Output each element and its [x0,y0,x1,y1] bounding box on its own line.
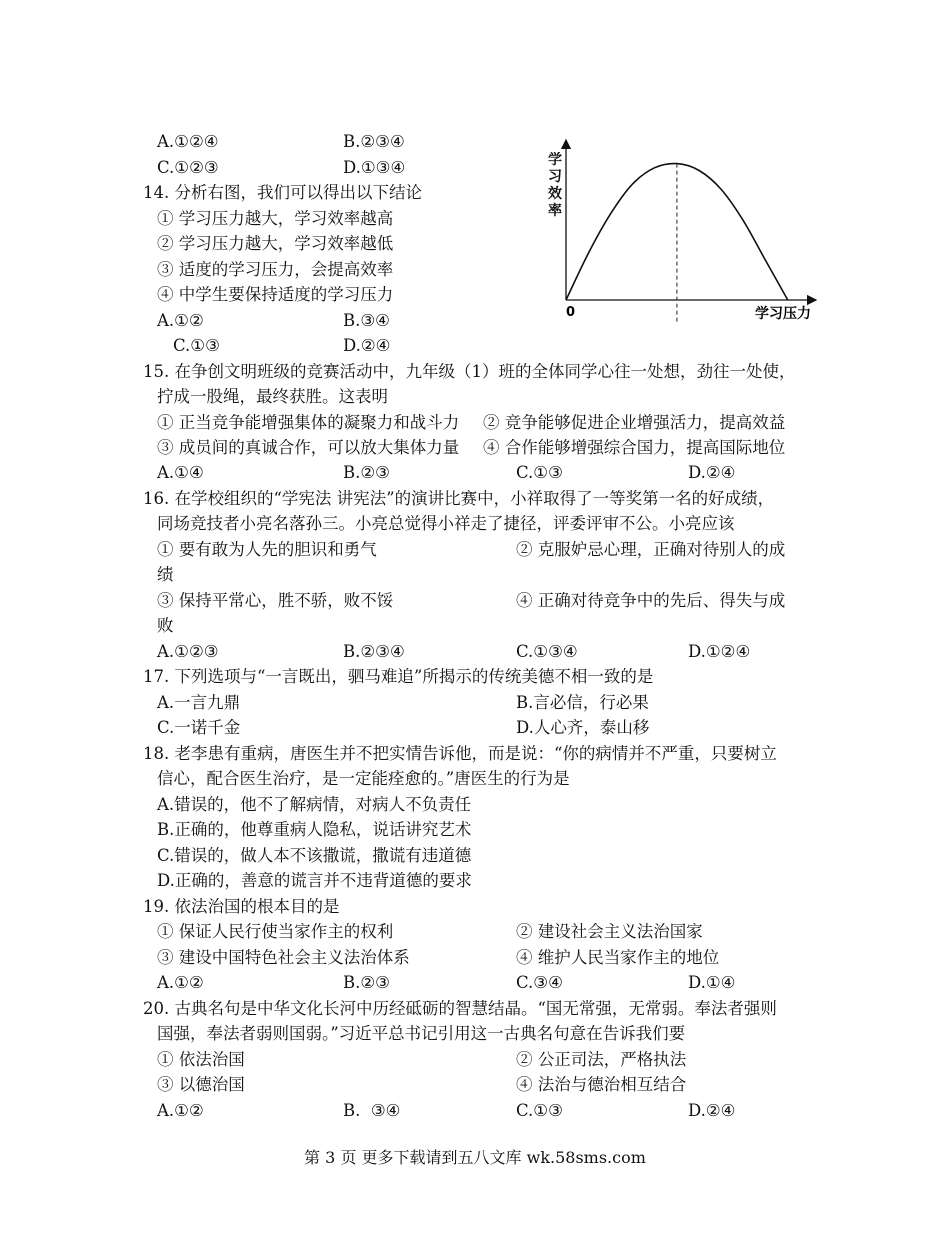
q16-item-2-wrap: 绩 [157,565,174,584]
q18-option-b: B.正确的，他尊重病人隐私，说话讲究艺术 [157,820,472,839]
q19-item-4: ④ 维护人民当家作主的地位 [516,948,720,967]
q14-item-2: ② 学习压力越大，学习效率越低 [157,234,394,253]
q19-item-2: ② 建设社会主义法治国家 [516,922,703,941]
q18-stem-line-2: 信心，配合医生治疗，是一定能痊愈的。”唐医生的行为是 [157,769,570,788]
q19-stem: 19. 依法治国的根本目的是 [143,897,340,916]
q19-option-d: D.①④ [688,973,736,992]
q20-option-d: D.②④ [688,1101,736,1120]
q16-option-b: B.②③④ [343,642,405,661]
q15-option-d: D.②④ [688,463,736,482]
q14-option-c: C.①③ [173,336,220,355]
q15-item-2: ② 竞争能够促进企业增强活力，提高效益 [483,413,786,432]
q14-item-4: ④ 中学生要保持适度的学习压力 [157,285,394,304]
q16-item-4-wrap: 败 [157,616,174,635]
q15-stem-line-1: 15. 在争创文明班级的竞赛活动中，九年级（1）班的全体同学心往一处想，劲往一处使， [143,362,796,381]
q17-option-a: A.一言九鼎 [157,693,241,712]
q18-option-a: A.错误的，他不了解病情，对病人不负责任 [157,795,472,814]
q16-item-3: ③ 保持平常心，胜不骄，败不馁 [157,591,394,610]
q16-item-4: ④ 正确对待竞争中的先后、得失与成 [516,591,786,610]
q19-option-c: C.③④ [516,973,563,992]
q18-option-d: D.正确的，善意的谎言并不违背道德的要求 [157,871,472,890]
q14-option-d: D.②④ [343,336,391,355]
q14-option-a: A.①② [157,311,204,330]
q16-stem-line-2: 同场竞技者小亮名落孙三。小亮总觉得小祥走了捷径，评委评审不公。小亮应该 [157,514,735,533]
q17-option-b: B.言必信，行必果 [516,693,649,712]
q14-option-b: B.③④ [343,311,390,330]
page-footer: 第 3 页 更多下载请到五八文库 wk.58sms.com [304,1148,646,1167]
q15-option-c: C.①③ [516,463,563,482]
q20-option-a: A.①② [157,1101,204,1120]
q17-option-c: C.一诺千金 [157,718,241,737]
q13-option-a: A.①②④ [157,132,219,151]
q20-item-3: ③ 以德治国 [157,1075,245,1094]
q14-item-3: ③ 适度的学习压力，会提高效率 [157,260,394,279]
q20-stem-line-2: 国强，奉法者弱则国弱。”习近平总书记引用这一古典名句意在告诉我们要 [157,1024,686,1043]
q14-item-1: ① 学习压力越大，学习效率越高 [157,209,394,228]
x-axis-label: 学习压力 [755,306,811,322]
q16-stem-line-1: 16. 在学校组织的“学宪法 讲宪法”的演讲比赛中，小祥取得了一等奖第一名的好成绩， [143,489,775,508]
q19-option-a: A.①② [157,973,204,992]
q20-item-2: ② 公正司法，严格执法 [516,1050,687,1069]
q19-option-b: B.②③ [343,973,390,992]
q16-option-d: D.①②④ [688,642,751,661]
q20-item-1: ① 依法治国 [157,1050,245,1069]
q20-option-c: C.①③ [516,1101,563,1120]
q15-stem-line-2: 拧成一股绳，最终获胜。这表明 [157,387,388,406]
q15-item-1: ① 正当竞争能增强集体的凝聚力和战斗力 [157,413,460,432]
origin-label: 0 [566,305,576,320]
q15-option-a: A.①④ [157,463,204,482]
q17-stem: 17. 下列选项与“一言既出，驷马难追”所揭示的传统美德不相一致的是 [143,667,654,686]
q16-option-c: C.①③④ [516,642,578,661]
q16-item-1: ① 要有敢为人先的胆识和勇气 [157,540,377,559]
q15-item-3: ③ 成员间的真诚合作，可以放大集体力量 [157,438,460,457]
q20-option-b: B. ③④ [343,1101,401,1120]
q19-item-3: ③ 建设中国特色社会主义法治体系 [157,948,410,967]
q13-option-b: B.②③④ [343,132,405,151]
q14-stem: 14. 分析右图，我们可以得出以下结论 [143,183,422,202]
q16-item-2: ② 克服妒忌心理，正确对待别人的成 [516,540,786,559]
q15-option-b: B.②③ [343,463,390,482]
y-axis-label: 学习效率 [548,152,562,219]
q20-item-4: ④ 法治与德治相互结合 [516,1075,687,1094]
pressure-efficiency-chart [540,138,820,328]
q18-stem-line-1: 18. 老李患有重病，唐医生并不把实情告诉他，而是说：“你的病情并不严重，只要树立 [143,744,777,763]
q15-item-4: ④ 合作能够增强综合国力，提高国际地位 [483,438,786,457]
q19-item-1: ① 保证人民行使当家作主的权利 [157,922,394,941]
q16-option-a: A.①②③ [157,642,219,661]
q18-option-c: C.错误的，做人本不该撒谎，撒谎有违道德 [157,846,472,865]
q20-stem-line-1: 20. 古典名句是中华文化长河中历经砥砺的智慧结晶。“国无常强，无常弱。奉法者强则 [143,999,777,1018]
q17-option-d: D.人心齐，泰山移 [516,718,650,737]
q13-option-c: C.①②③ [157,158,219,177]
q13-option-d: D.①③④ [343,158,406,177]
